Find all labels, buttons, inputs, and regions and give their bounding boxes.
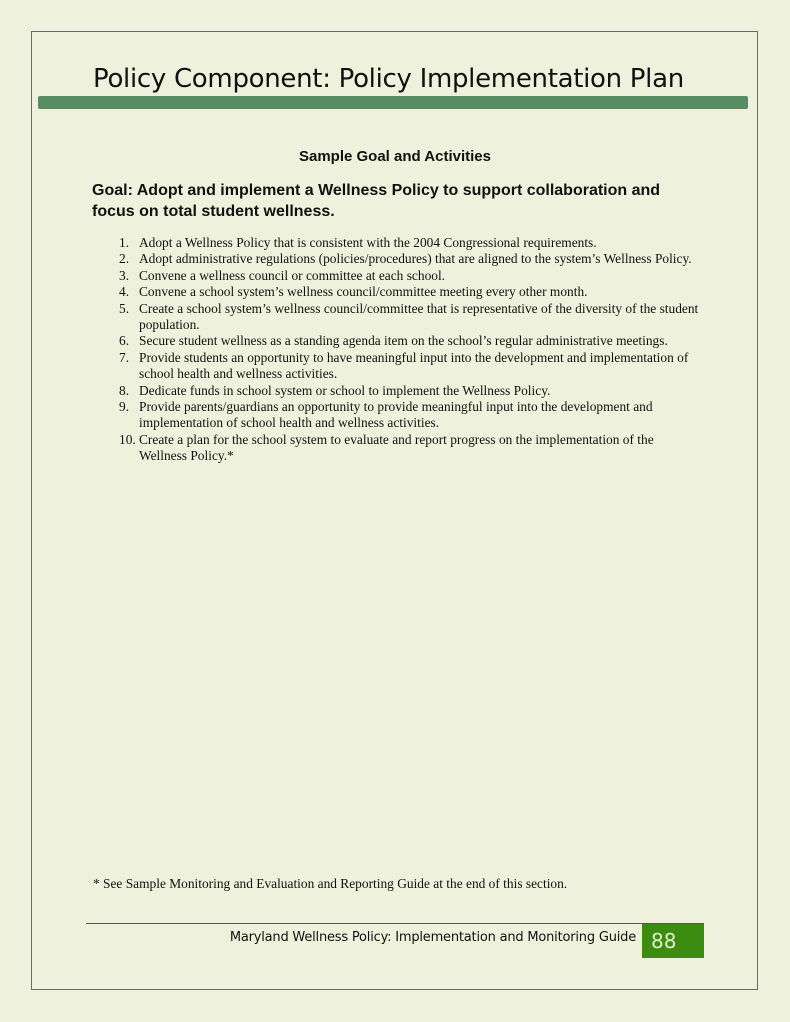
page-number-badge: 88 — [642, 924, 704, 958]
footer-guide-title: Maryland Wellness Policy: Implementation and Monitoring Guide — [229, 930, 636, 945]
list-item-number: 7. — [119, 349, 130, 365]
footer-divider — [86, 923, 704, 924]
list-item — [90, 251, 700, 267]
list-item-text: Convene a school system’s wellness council/committee meeting every other month. — [139, 284, 588, 300]
list-item-text: Adopt administrative regulations (policies/procedures) that are aligned to the system’s Wellness Policy. — [139, 251, 692, 267]
list-item-number: 10. — [119, 431, 136, 447]
list-item-text: Create a plan for the school system to evaluate and report progress on the implementation of the Wellness Policy.* — [139, 431, 654, 464]
list-item-number: 4. — [119, 284, 130, 300]
list-item-text: Secure student wellness as a standing agenda item on the school’s regular administrative meetings. — [139, 333, 668, 349]
list-item-number: 3. — [119, 267, 130, 283]
list-item — [90, 333, 700, 349]
page-frame — [31, 31, 758, 990]
list-item-text: Provide students an opportunity to have meaningful input into the development and implementation of school health and wellness activities. — [139, 349, 689, 382]
section-subtitle: Sample Goal and Activities — [298, 148, 491, 165]
activities-list — [90, 235, 700, 465]
list-item — [90, 383, 700, 399]
list-item-number: 6. — [119, 333, 130, 349]
footnote: * See Sample Monitoring and Evaluation and Reporting Guide at the end of this section. — [93, 876, 568, 891]
list-item-text: Convene a wellness council or committee at each school. — [139, 267, 446, 283]
list-item-number: 2. — [119, 251, 130, 267]
list-item-text: Provide parents/guardians an opportunity to provide meaningful input into the development and implementation of school health and wellness activities. — [139, 399, 653, 431]
list-item-number: 5. — [119, 300, 130, 316]
list-item — [90, 284, 700, 300]
list-item — [90, 301, 700, 334]
list-item-text: Create a school system’s wellness council/committee that is representative of the diversity of the student population. — [139, 300, 699, 333]
page-title: Policy Component: Policy Implementation Plan — [93, 64, 684, 94]
list-item-number: 1. — [119, 235, 130, 250]
list-item — [90, 268, 700, 284]
list-item — [90, 432, 700, 465]
list-item — [90, 235, 700, 251]
list-item-number: 8. — [119, 382, 130, 398]
list-item-number: 9. — [119, 399, 130, 415]
list-item-text: Adopt a Wellness Policy that is consistent with the 2004 Congressional requirements. — [139, 235, 597, 250]
title-underline-bar — [38, 96, 748, 109]
list-item — [90, 350, 700, 383]
list-item — [90, 399, 700, 432]
list-item-text: Dedicate funds in school system or school to implement the Wellness Policy. — [139, 382, 551, 398]
goal-statement: Goal: Adopt and implement a Wellness Policy to support collaboration and focus on total student wellness. — [92, 182, 661, 220]
